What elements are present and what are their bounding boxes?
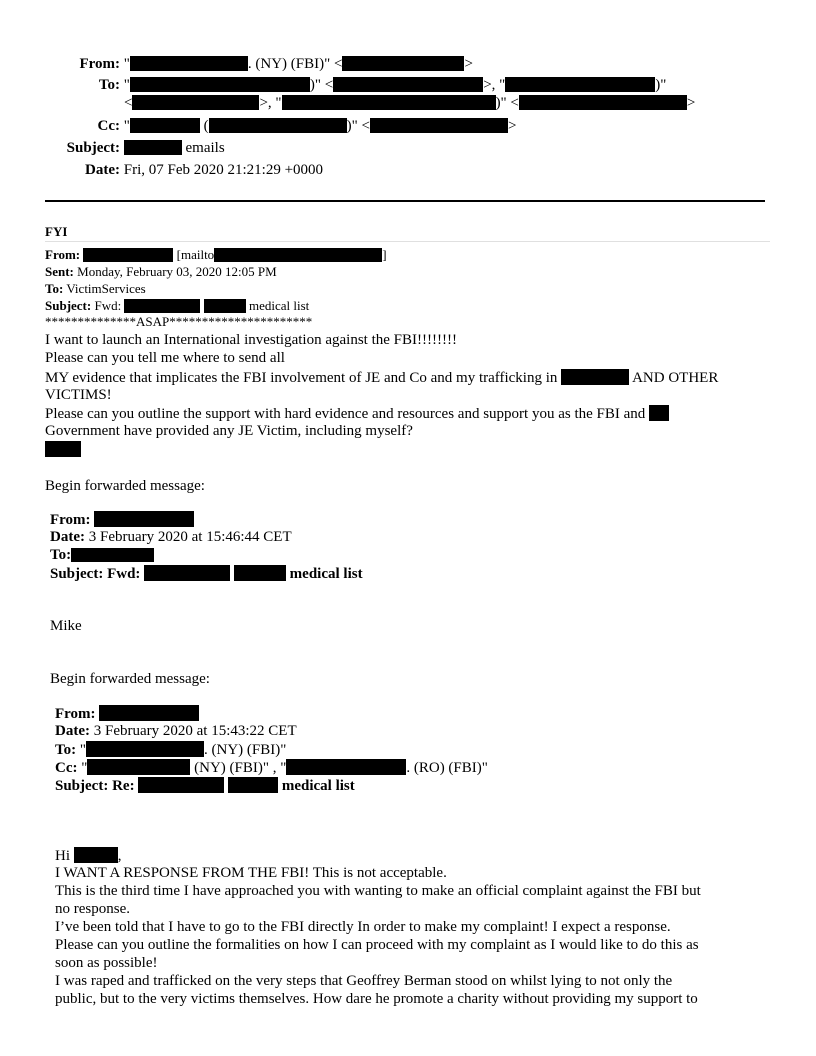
message1-to-label: To: [45, 281, 64, 296]
message1-to-row [45, 281, 146, 296]
message1-line-3b: AND OTHER [632, 370, 719, 386]
message3-body-line-4: I’ve been told that I have to go to the FBI directly In order to make my complaint! I expect a response. [55, 919, 671, 935]
redaction [144, 565, 230, 581]
redaction [130, 118, 200, 133]
message3-greeting: Hi , [55, 848, 122, 864]
message1-line-2: Please can you tell me where to send all [45, 350, 285, 366]
redaction [234, 565, 286, 581]
message3-cc-label: Cc: [55, 760, 78, 776]
redaction [130, 77, 310, 92]
message2-date-value: 3 February 2020 at 15:46:44 CET [88, 529, 292, 545]
message3-body-line-5: Please can you outline the formalities on how I can proceed with my complaint as I would like to do this as [55, 937, 699, 953]
message1-from-label: From: [45, 247, 81, 262]
header-subject-label: Subject: [66, 140, 120, 156]
header-from-suffix: . (NY) (FBI)" [247, 56, 331, 72]
message3-subject-label: Subject: Re: [55, 778, 135, 794]
message2-to-row [50, 547, 154, 564]
message3-date-label: Date: [55, 723, 90, 739]
redaction [86, 741, 204, 757]
redaction [519, 95, 687, 110]
header-from-row: From: " . (NY) (FBI)" < > [0, 55, 473, 73]
redaction [99, 705, 199, 721]
message1-line-6: Government have provided any JE Victim, including myself? [45, 423, 413, 439]
message1-begin-forwarded: Begin forwarded message: [45, 478, 205, 494]
redaction [71, 548, 154, 562]
message2-begin-forwarded: Begin forwarded message: [50, 671, 210, 687]
message3-date-value: 3 February 2020 at 15:43:22 CET [93, 723, 297, 739]
message3-body-line-3: no response. [55, 901, 130, 917]
header-divider [45, 200, 765, 202]
redaction [124, 140, 182, 155]
redaction [130, 56, 248, 71]
message2-from-row [50, 511, 194, 529]
asap-line: **************ASAP********************** [45, 314, 313, 329]
message3-body-line-6: soon as possible! [55, 955, 158, 971]
message1-line-4: VICTIMS! [45, 387, 112, 403]
redaction [649, 405, 669, 421]
message1-line-5 [45, 405, 669, 423]
separator [45, 241, 770, 242]
message1-sent-row [45, 264, 277, 279]
header-subject-row [0, 139, 225, 157]
header-date-value: Fri, 07 Feb 2020 21:21:29 +0000 [123, 162, 324, 178]
redaction [87, 759, 190, 775]
redaction [83, 248, 173, 262]
message2-date-label: Date: [50, 529, 85, 545]
message2-signoff: Mike [50, 618, 82, 634]
redaction [505, 77, 655, 92]
message3-greeting-text: Hi [55, 848, 70, 864]
redaction [286, 759, 406, 775]
redaction [342, 56, 464, 71]
redaction [138, 777, 224, 793]
header-to-row-continued: < >, " )" < > [124, 95, 696, 111]
message1-to-value: VictimServices [66, 281, 146, 296]
message3-cc-part1: (NY) (FBI)" , " [194, 760, 287, 776]
message1-mailto: [mailto [176, 247, 215, 262]
message1-from-row: From: [mailto ] [45, 247, 387, 262]
message1-subject-prefix: Fwd: [94, 298, 122, 313]
message3-body-line-7: I was raped and trafficked on the very steps that Geoffrey Berman stood on whilst lying to not only the [55, 973, 673, 989]
fyi-label: FYI [45, 224, 68, 239]
message1-subject-suffix: medical list [248, 298, 310, 313]
message1-subject-label: Subject: [45, 298, 92, 313]
header-to-label: To: [98, 77, 120, 93]
header-date-row [0, 161, 323, 179]
message3-date-row [55, 723, 297, 740]
message1-subject-row [45, 298, 309, 313]
redaction [132, 95, 259, 110]
header-date-label: Date: [85, 162, 120, 178]
header-cc-row: Cc: " ( )" < > [0, 117, 516, 135]
redaction [214, 248, 382, 262]
message3-to-suffix: . (NY) (FBI)" [204, 742, 287, 758]
message2-to-label: To: [50, 547, 72, 563]
message3-body-line-1: I WANT A RESPONSE FROM THE FBI! This is not acceptable. [55, 865, 447, 881]
message2-subject-row [50, 565, 363, 583]
message1-line-3a: MY evidence that implicates the FBI involvement of JE and Co and my trafficking in [45, 370, 558, 386]
redaction [45, 441, 81, 457]
message3-to-row: To: " . (NY) (FBI)" [55, 742, 287, 758]
message3-cc-part2: . (RO) (FBI)" [406, 760, 488, 776]
message3-from-label: From: [55, 706, 96, 722]
header-subject-suffix: emails [185, 140, 225, 156]
message3-cc-row: Cc: " (NY) (FBI)" , " . (RO) (FBI)" [55, 760, 488, 776]
redaction [74, 847, 118, 863]
redaction [282, 95, 496, 110]
message2-from-label: From: [50, 512, 91, 528]
message2-subject-label: Subject: Fwd: [50, 566, 141, 582]
message3-body-line-2: This is the third time I have approached you with wanting to make an official complaint against the FBI but [55, 883, 701, 899]
message1-sent-value: Monday, February 03, 2020 12:05 PM [77, 264, 277, 279]
signature-redaction [45, 441, 81, 459]
redaction [561, 369, 629, 385]
message3-subject-row [55, 777, 355, 795]
redaction [209, 118, 347, 133]
header-to-row: To: " )" < >, " )" [0, 76, 666, 94]
redaction [204, 299, 246, 313]
message3-body-line-8: public, but to the very victims themselves. How dare he promote a charity without providing my support to [55, 991, 698, 1007]
message3-subject-suffix: medical list [281, 778, 355, 794]
message3-from-row [55, 705, 199, 723]
message1-line-3 [45, 369, 718, 387]
message1-line-5-text: Please can you outline the support with hard evidence and resources and support you as the FBI and [45, 406, 646, 422]
redaction [124, 299, 200, 313]
header-cc-label: Cc: [97, 118, 120, 134]
message3-to-label: To: [55, 742, 77, 758]
redaction [228, 777, 278, 793]
redaction [370, 118, 508, 133]
redaction [94, 511, 194, 527]
redaction [333, 77, 483, 92]
message2-date-row [50, 529, 292, 546]
message1-line-1: I want to launch an International investigation against the FBI!!!!!!!! [45, 332, 457, 348]
message1-sent-label: Sent: [45, 264, 74, 279]
quote: " [123, 56, 130, 72]
header-from-label: From: [79, 56, 120, 72]
message2-subject-suffix: medical list [289, 566, 363, 582]
